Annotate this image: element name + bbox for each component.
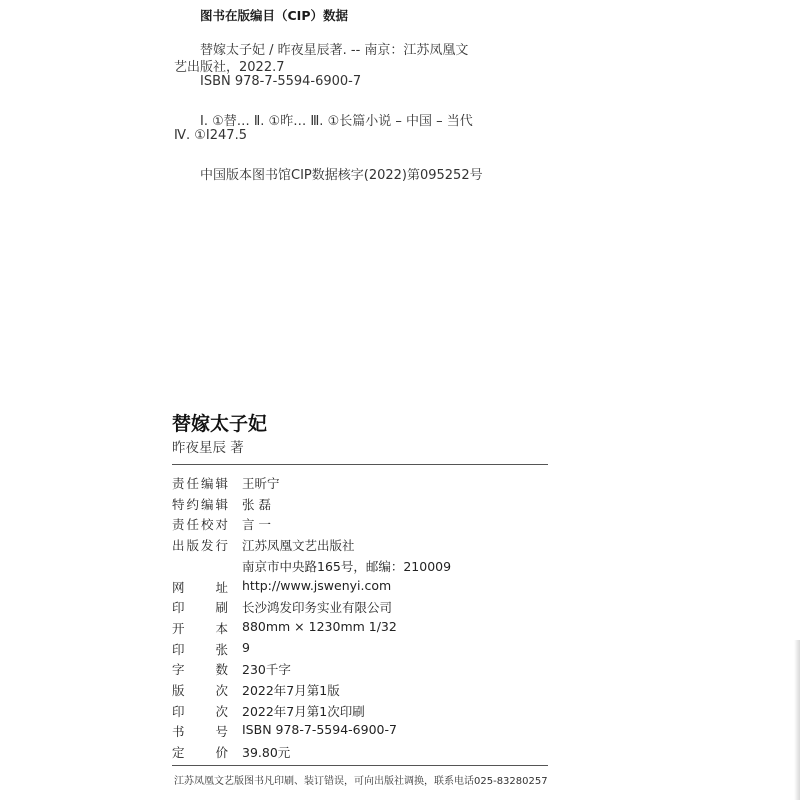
cip-heading: 图书在版编目（CIP）数据 bbox=[200, 8, 348, 23]
info-label-char: 刷 bbox=[215, 600, 228, 616]
info-label bbox=[172, 495, 228, 513]
info-label-char: 印 bbox=[172, 641, 185, 657]
info-label-char: 网 bbox=[172, 579, 185, 595]
divider-top bbox=[172, 464, 548, 465]
info-label-char: 编 bbox=[200, 496, 214, 512]
info-label-char: 责 bbox=[172, 476, 185, 491]
info-label-char: 辑 bbox=[215, 476, 228, 491]
info-label-char: 对 bbox=[215, 517, 228, 533]
info-label bbox=[172, 619, 228, 637]
book-title: 替嫁太子妃 bbox=[172, 413, 268, 435]
info-value: http://www.jswenyi.com bbox=[242, 577, 392, 593]
info-label-char: 次 bbox=[215, 703, 228, 719]
info-label bbox=[172, 474, 228, 492]
info-label-char: 任 bbox=[186, 476, 199, 491]
info-label-char: 张 bbox=[215, 641, 228, 657]
info-value: 880mm × 1230mm 1/32 bbox=[242, 618, 397, 634]
info-label bbox=[172, 578, 228, 596]
info-value: 2022年7月第1次印刷 bbox=[242, 703, 365, 719]
info-value: 张 磊 bbox=[242, 496, 271, 512]
footer-note: 江苏凤凰文艺版图书凡印刷、装订错误，可向出版社调换，联系电话025-83280257 bbox=[174, 776, 548, 787]
book-author: 昨夜星辰 著 bbox=[172, 440, 244, 456]
info-label-char: 出 bbox=[172, 538, 185, 554]
info-label-char: 责 bbox=[172, 517, 185, 533]
cip-line-isbn: ISBN 978-7-5594-6900-7 bbox=[200, 74, 362, 89]
info-label-char: 编 bbox=[200, 476, 214, 491]
info-value: 2022年7月第1版 bbox=[242, 683, 340, 698]
cip-line-record-number: 中国版本图书馆CIP数据核字(2022)第095252号 bbox=[200, 168, 483, 183]
info-label-char: 次 bbox=[215, 683, 228, 698]
cip-line-subjects: Ⅰ. ①替… Ⅱ. ①昨… Ⅲ. ①长篇小说 – 中国 – 当代 bbox=[200, 114, 473, 129]
page-edge-shadow bbox=[794, 640, 800, 800]
info-value: ISBN 978-7-5594-6900-7 bbox=[242, 722, 397, 738]
info-label-char: 定 bbox=[172, 745, 185, 761]
info-label bbox=[172, 722, 228, 740]
info-value: 江苏凤凰文艺出版社 bbox=[242, 538, 355, 554]
info-label-char: 版 bbox=[186, 538, 199, 554]
info-label-char: 发 bbox=[200, 538, 214, 554]
info-label bbox=[172, 598, 228, 616]
info-label bbox=[172, 702, 228, 720]
info-label-char: 数 bbox=[215, 662, 228, 678]
info-label-char: 辑 bbox=[215, 496, 228, 512]
info-label bbox=[172, 681, 228, 699]
info-label-char: 书 bbox=[172, 724, 185, 740]
info-value: 言 一 bbox=[242, 517, 271, 533]
info-label-char: 开 bbox=[172, 620, 185, 636]
info-value: 230千字 bbox=[242, 662, 291, 678]
info-label-char: 印 bbox=[172, 600, 185, 616]
info-label-char: 行 bbox=[215, 538, 228, 554]
info-label bbox=[172, 515, 228, 533]
info-label-char: 特 bbox=[172, 496, 185, 512]
info-value: 39.80元 bbox=[242, 745, 291, 761]
info-label-char: 任 bbox=[186, 517, 199, 533]
divider-bottom bbox=[172, 765, 548, 766]
info-label-char: 印 bbox=[172, 703, 185, 719]
info-label-char: 本 bbox=[215, 620, 228, 636]
info-value: 9 bbox=[242, 639, 250, 655]
info-label bbox=[172, 536, 228, 554]
info-label bbox=[172, 660, 228, 678]
info-label bbox=[172, 743, 228, 761]
info-label-char: 版 bbox=[172, 683, 185, 698]
info-label-char: 号 bbox=[215, 724, 228, 740]
info-value: 王昕宁 bbox=[242, 476, 280, 491]
info-label-char: 校 bbox=[200, 517, 214, 533]
info-value: 南京市中央路165号，邮编：210009 bbox=[242, 558, 452, 574]
info-label-char: 约 bbox=[186, 496, 199, 512]
info-label-char: 价 bbox=[215, 745, 228, 761]
cip-line-title: 替嫁太子妃 / 昨夜星辰著. -- 南京：江苏凤凰文 bbox=[200, 43, 469, 58]
info-label bbox=[172, 640, 228, 658]
info-label-char: 址 bbox=[215, 579, 228, 595]
info-value: 长沙鸿发印务实业有限公司 bbox=[242, 600, 393, 616]
cip-line-publisher: 艺出版社，2022.7 bbox=[174, 60, 285, 75]
cip-line-classification: Ⅳ. ①I247.5 bbox=[174, 128, 247, 143]
info-label-char: 字 bbox=[172, 662, 185, 678]
